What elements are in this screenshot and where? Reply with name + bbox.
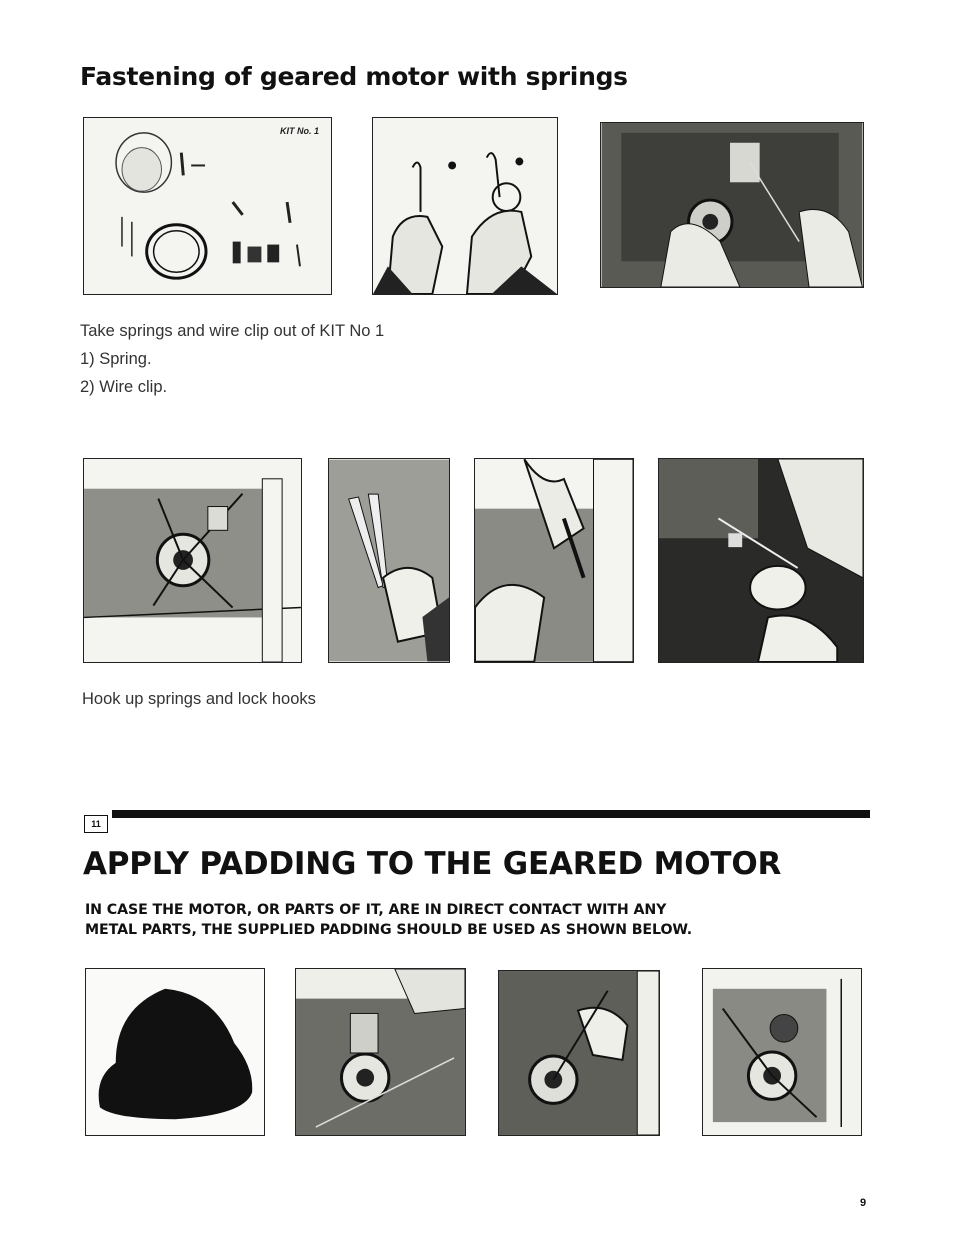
kit-parts-illustration [84,118,331,294]
figure-lock-hook [474,458,634,663]
figure-wire-clip [658,458,864,663]
kit-label: KIT No. 1 [279,126,319,136]
figure-spring-and-clip [372,117,558,295]
figure-attach-spring [600,122,864,288]
wire-clip-illustration [659,459,863,662]
figure-padding-step-1 [295,968,466,1136]
figure-padding-step-3 [702,968,862,1136]
figure-motor-with-springs [83,458,302,663]
caption-line-spring: 1) Spring. [80,350,152,368]
lock-hook-illustration [475,459,633,662]
padding-step-3-illustration [703,969,861,1135]
caption-take-springs [80,317,384,401]
figure-pliers [328,458,450,663]
section-title: APPLY PADDING TO THE GEARED MOTOR [83,846,782,882]
motor-springs-diagram [84,459,301,662]
section-number-box: 11 [84,815,108,833]
subtitle-line-2: METAL PARTS, THE SUPPLIED PADDING SHOULD BE USED AS SHOWN BELOW. [85,922,693,938]
section-subtitle [85,900,692,940]
motor-spring-photo [601,123,863,287]
section-heading: Fastening of geared motor with springs [80,62,628,91]
figure-padding-piece [85,968,265,1136]
caption-line-kit: Take springs and wire clip out of KIT No 1 [80,322,385,340]
figure-padding-step-2 [498,970,660,1136]
pliers-illustration [329,459,449,662]
padding-shape [86,969,264,1135]
caption-hook-springs: Hook up springs and lock hooks [82,690,316,708]
padding-step-1-illustration [296,969,465,1135]
page-number: 9 [860,1197,867,1209]
caption-line-wire-clip: 2) Wire clip. [80,378,168,396]
hands-holding-parts-illustration [373,118,557,294]
subtitle-line-1: IN CASE THE MOTOR, OR PARTS OF IT, ARE IN DIRECT CONTACT WITH ANY [85,902,667,918]
padding-step-2-illustration [499,971,659,1135]
figure-kit-contents [83,117,332,295]
section-rule [112,810,870,818]
